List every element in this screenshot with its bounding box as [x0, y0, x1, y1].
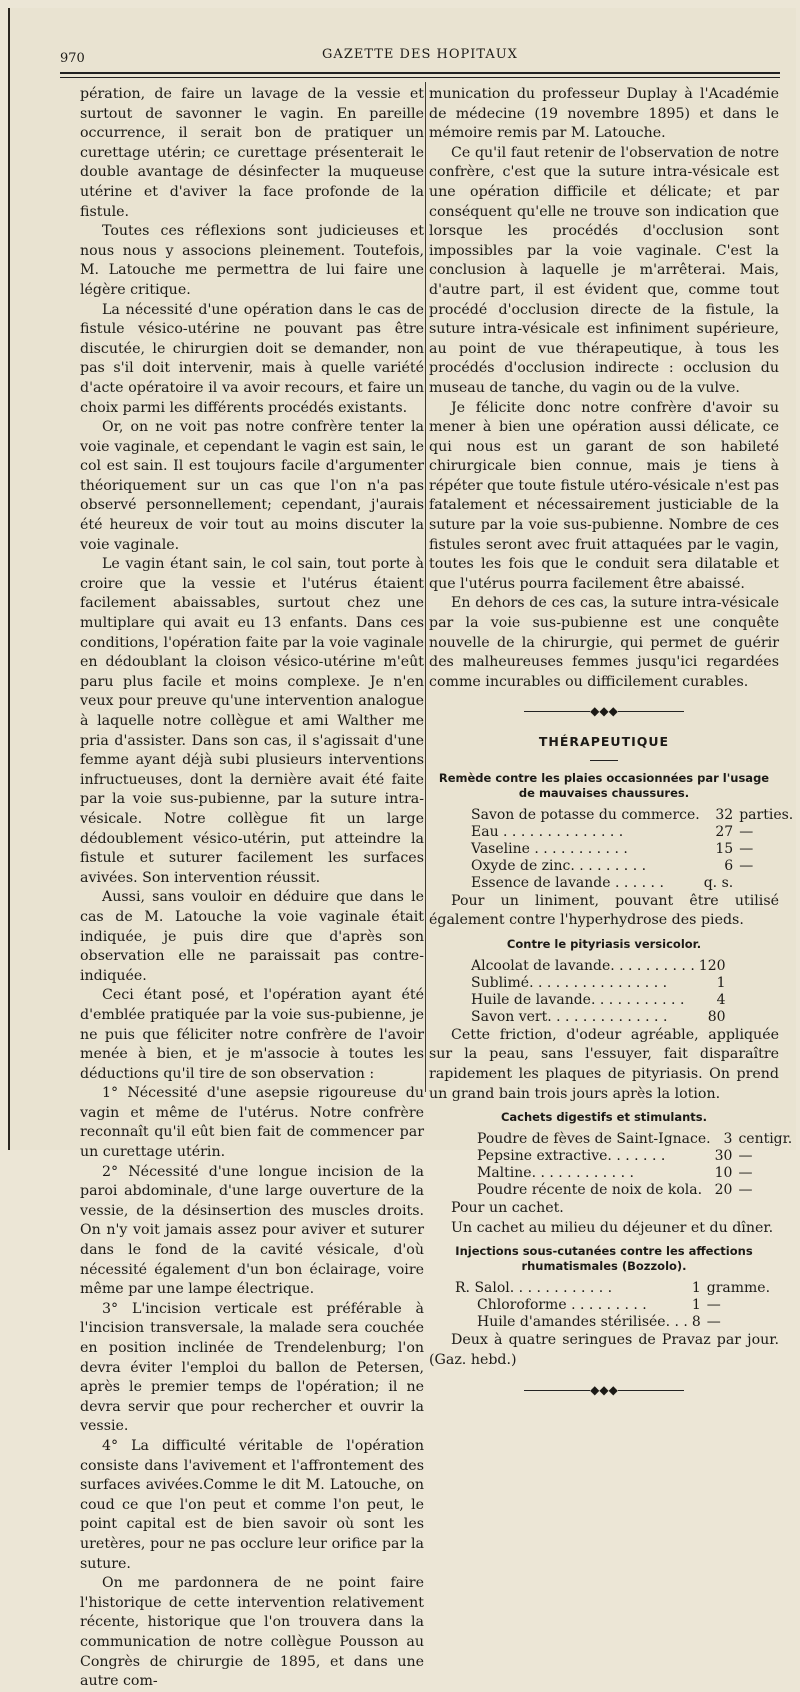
paragraph: Toutes ces réflexions sont judicieuses et nous nous y associons pleinement. Toutefois, M. Latouche me permettra de lui faire une légère critique.	[80, 223, 424, 298]
paragraph: Or, on ne voit pas notre confrère tenter la voie vaginale, et cependant le vagin est sain, le col est sain. Il est toujours facile d'argumenter théoriquement sur un cas que l'on n'a pas observé personnellement; cependant, j'aurais été heureux de voir tout au moins discuter la voie vaginale.	[80, 419, 424, 553]
recipe-row: Savon vert. . . . . . . . . . . . . . 80	[471, 1008, 726, 1025]
column-divider	[425, 82, 426, 1092]
section-ornament	[429, 702, 779, 722]
recipe-row: Alcoolat de lavande. . . . . . . . . . 120	[471, 957, 726, 974]
header-rule-thin	[60, 77, 780, 78]
paragraph: 1° Nécessité d'une asepsie rigoureuse du vagin et même de l'utérus. Notre confrère reconnaît qu'il eût bien fait de commencer par un curettage utérin.	[80, 1085, 424, 1161]
recipe-table	[471, 807, 793, 892]
recipe-title: Injections sous-cutanées contre les affections rhumatismales (Bozzolo).	[455, 1244, 753, 1274]
section-title: THÉRAPEUTIQUE	[538, 734, 670, 749]
recipe-row: Chloroforme . . . . . . . . . 1 —	[477, 1297, 721, 1314]
recipe-row: Sublimé. . . . . . . . . . . . . . . . 1	[471, 974, 726, 991]
recipe-row: Oxyde de zinc. . . . . . . . . 6 —	[471, 857, 754, 874]
paragraph: Je félicite donc notre confrère d'avoir su mener à bien une opération aussi délicate, ce qui nous est un garant de son habileté chirurgicale bien connue, mais je tiens à répéter que toute fistule utéro-vésicale n'est pas fatalement et nécessairement justiciable de la suture par la voie sus-pubienne. Nombre de ces fistules seront avec fruit attaquées par le vagin, toutes les fois que le conduit sera dilatable et que l'utérus pourra facilement être abaissé.	[429, 399, 779, 592]
recipe-row: Essence de lavande . . . . . . q. s.	[471, 874, 734, 891]
paragraph: 3° L'incision verticale est préférable à l'incision transversale, la malade sera couchée en position inclinée de Trendelenburg; l'on devra éviter l'emploi du ballon de Petersen, après le premier temps de l'opération; il ne devra servir que pour rechercher et ouvrir la vessie.	[80, 1300, 424, 1435]
right-column	[429, 85, 794, 1410]
paragraph: Ceci étant posé, et l'opération ayant été d'emblée pratiquée par la voie sus-pubienne, je ne puis que féliciter notre confrère de l'avoir menée à bien, et je m'associe à toutes les déductions qu'il tire de son observation :	[80, 987, 424, 1082]
paragraph: munication du professeur Duplay à l'Académie de médecine (19 novembre 1895) et dans le mémoire remis par M. Latouche.	[429, 86, 779, 142]
recipe-row: Poudre de fèves de Saint-Ignace. 3 centigr.	[477, 1131, 793, 1148]
paragraph: 2° Nécessité d'une longue incision de la paroi abdominale, d'une large ouverture de la vessie, de la désinsertion des muscles droits. On n'y voit jamais assez pour aviver et suturer dans le fond de la cavité vésicale, d'où nécessité également d'un bon éclairage, voire même par une lampe électrique.	[80, 1163, 424, 1298]
page-header	[60, 45, 780, 71]
paragraph: La nécessité d'une opération dans le cas de fistule vésico-utérine ne pouvant pas être discutée, le chirurgien doit se demander, non pas s'il doit intervenir, mais à quelle variété d'acte opératoire il va avoir recours, et faire un choix parmi les différents procédés existants.	[80, 301, 424, 416]
recipe-note: Deux à quatre seringues de Pravaz par jour. (Gaz. hebd.)	[429, 1332, 779, 1368]
recipe-row: Poudre récente de noix de kola. 20 —	[477, 1182, 753, 1199]
recipe-row: Savon de potasse du commerce. 32 parties.	[471, 806, 794, 823]
recipe-title: Remède contre les plaies occasionnées par l'usage de mauvaises chaussures.	[438, 770, 770, 800]
end-ornament	[429, 1381, 779, 1401]
recipe-title: Contre le pityriasis versicolor.	[506, 936, 702, 951]
ornament-glyph: ◆◆◆	[590, 704, 618, 719]
paragraph: Le vagin étant sain, le col sain, tout porte à croire que la vessie et l'utérus étaient facilement abaissables, surtout chez une multiplare qui avait eu 13 enfants. Dans ces conditions, l'opération faite par la voie vaginale en dédoublant la cloison vésico-utérine m'eût paru plus facile et moins complexe. Je n'en veux pour preuve qu'une intervention analogue à laquelle notre collègue et ami Walther me pria d'assister. Dans son cas, il s'agissait d'une femme ayant déjà subi plusieurs interventions infructueuses, dont la dernière avait été faite par la voie sus-pubienne, par la suture intra-vésicale. Notre collègue fit un large dédoublement vésico-utérin, put atteindre la fistule et suturer facilement les surfaces avivées. Son intervention réussit.	[80, 556, 424, 886]
recipe-row: Eau . . . . . . . . . . . . . . 27 —	[471, 823, 754, 840]
recipe-title: Cachets digestifs et stimulants.	[500, 1110, 708, 1125]
recipe-note: Un cachet au milieu du déjeuner et du dîner.	[451, 1219, 774, 1236]
recipe-row: Vaseline . . . . . . . . . . . 15 —	[471, 840, 754, 857]
recipe-note: Cette friction, d'odeur agréable, appliquée sur la peau, sans l'essuyer, fait disparaître rapidement les plaques de pityriasis. On prend un grand bain trois jours après la lotion.	[429, 1026, 779, 1102]
paragraph: pération, de faire un lavage de la vessie et surtout de savonner le vagin. En pareille occurrence, il serait bon de pratiquer un curettage utérin; ce curettage présenterait le double avantage de désinfecter la muqueuse utérine et d'aviver la face profonde de la fistule.	[80, 86, 424, 220]
paragraph: Aussi, sans vouloir en déduire que dans le cas de M. Latouche la voie vaginale était indiquée, je puis dire que d'après son observation elle ne paraissait pas contre-indiquée.	[80, 889, 424, 984]
section-rule	[590, 760, 618, 761]
recipe-table	[455, 1280, 770, 1331]
paragraph: On me pardonnera de ne point faire l'historique de cette intervention relativement récente, historique que l'on trouvera dans la communication de notre collègue Pousson au Congrès de chirurgie de 1895, et dans une autre com-	[80, 1575, 424, 1690]
recipe-row: R. Salol. . . . . . . . . . . . 1 gramme.	[455, 1280, 771, 1297]
paragraph: 4° La difficulté véritable de l'opération consiste dans l'avivement et l'affrontement des surfaces avivées.Comme le dit M. Latouche, on coud ce que l'on peut et comme l'on peut, le point capital est de bien savoir où sont les uretères, pour ne pas occlure leur orifice par la suture.	[80, 1437, 424, 1572]
journal-title: GAZETTE DES HOPITAUX	[322, 47, 518, 62]
page-number: 970	[60, 51, 85, 66]
recipe-row: Huile de lavande. . . . . . . . . . . 4	[471, 991, 726, 1008]
ornament-glyph: ◆◆◆	[590, 1382, 618, 1397]
header-rule	[60, 72, 780, 74]
recipe-row: Huile d'amandes stérilisée. . . 8 —	[477, 1314, 721, 1331]
recipe-note: Pour un cachet.	[451, 1200, 564, 1217]
recipe-table	[471, 958, 732, 1026]
paragraph: En dehors de ces cas, la suture intra-vésicale par la voie sus-pubienne est une conquête nouvelle de la chirurgie, qui permet de guérir des malheureuses femmes jusqu'ici regardées comme incurables ou difficilement curables.	[429, 595, 779, 690]
recipe-row: Maltine. . . . . . . . . . . . 10 —	[477, 1165, 753, 1182]
left-column	[80, 85, 424, 1692]
recipe-table	[477, 1131, 792, 1199]
recipe-row: Pepsine extractive. . . . . . . 30 —	[477, 1148, 753, 1165]
paragraph: Ce qu'il faut retenir de l'observation de notre confrère, c'est que la suture intra-vésicale est une opération difficile et délicate; et par conséquent qu'elle ne trouve son indication que lorsque les procédés d'occlusion sont impossibles par la voie vaginale. C'est la conclusion à laquelle je m'arrêterai. Mais, d'autre part, il est évident que, comme tout procédé d'occlusion directe de la fistule, la suture intra-vésicale est infiniment supérieure, au point de vue thérapeutique, à tous les procédés d'occlusion indirecte : occlusion du museau de tanche, du vagin ou de la vulve.	[429, 144, 779, 396]
recipe-note: Pour un liniment, pouvant être utilisé également contre l'hyperhydrose des pieds.	[429, 892, 779, 929]
